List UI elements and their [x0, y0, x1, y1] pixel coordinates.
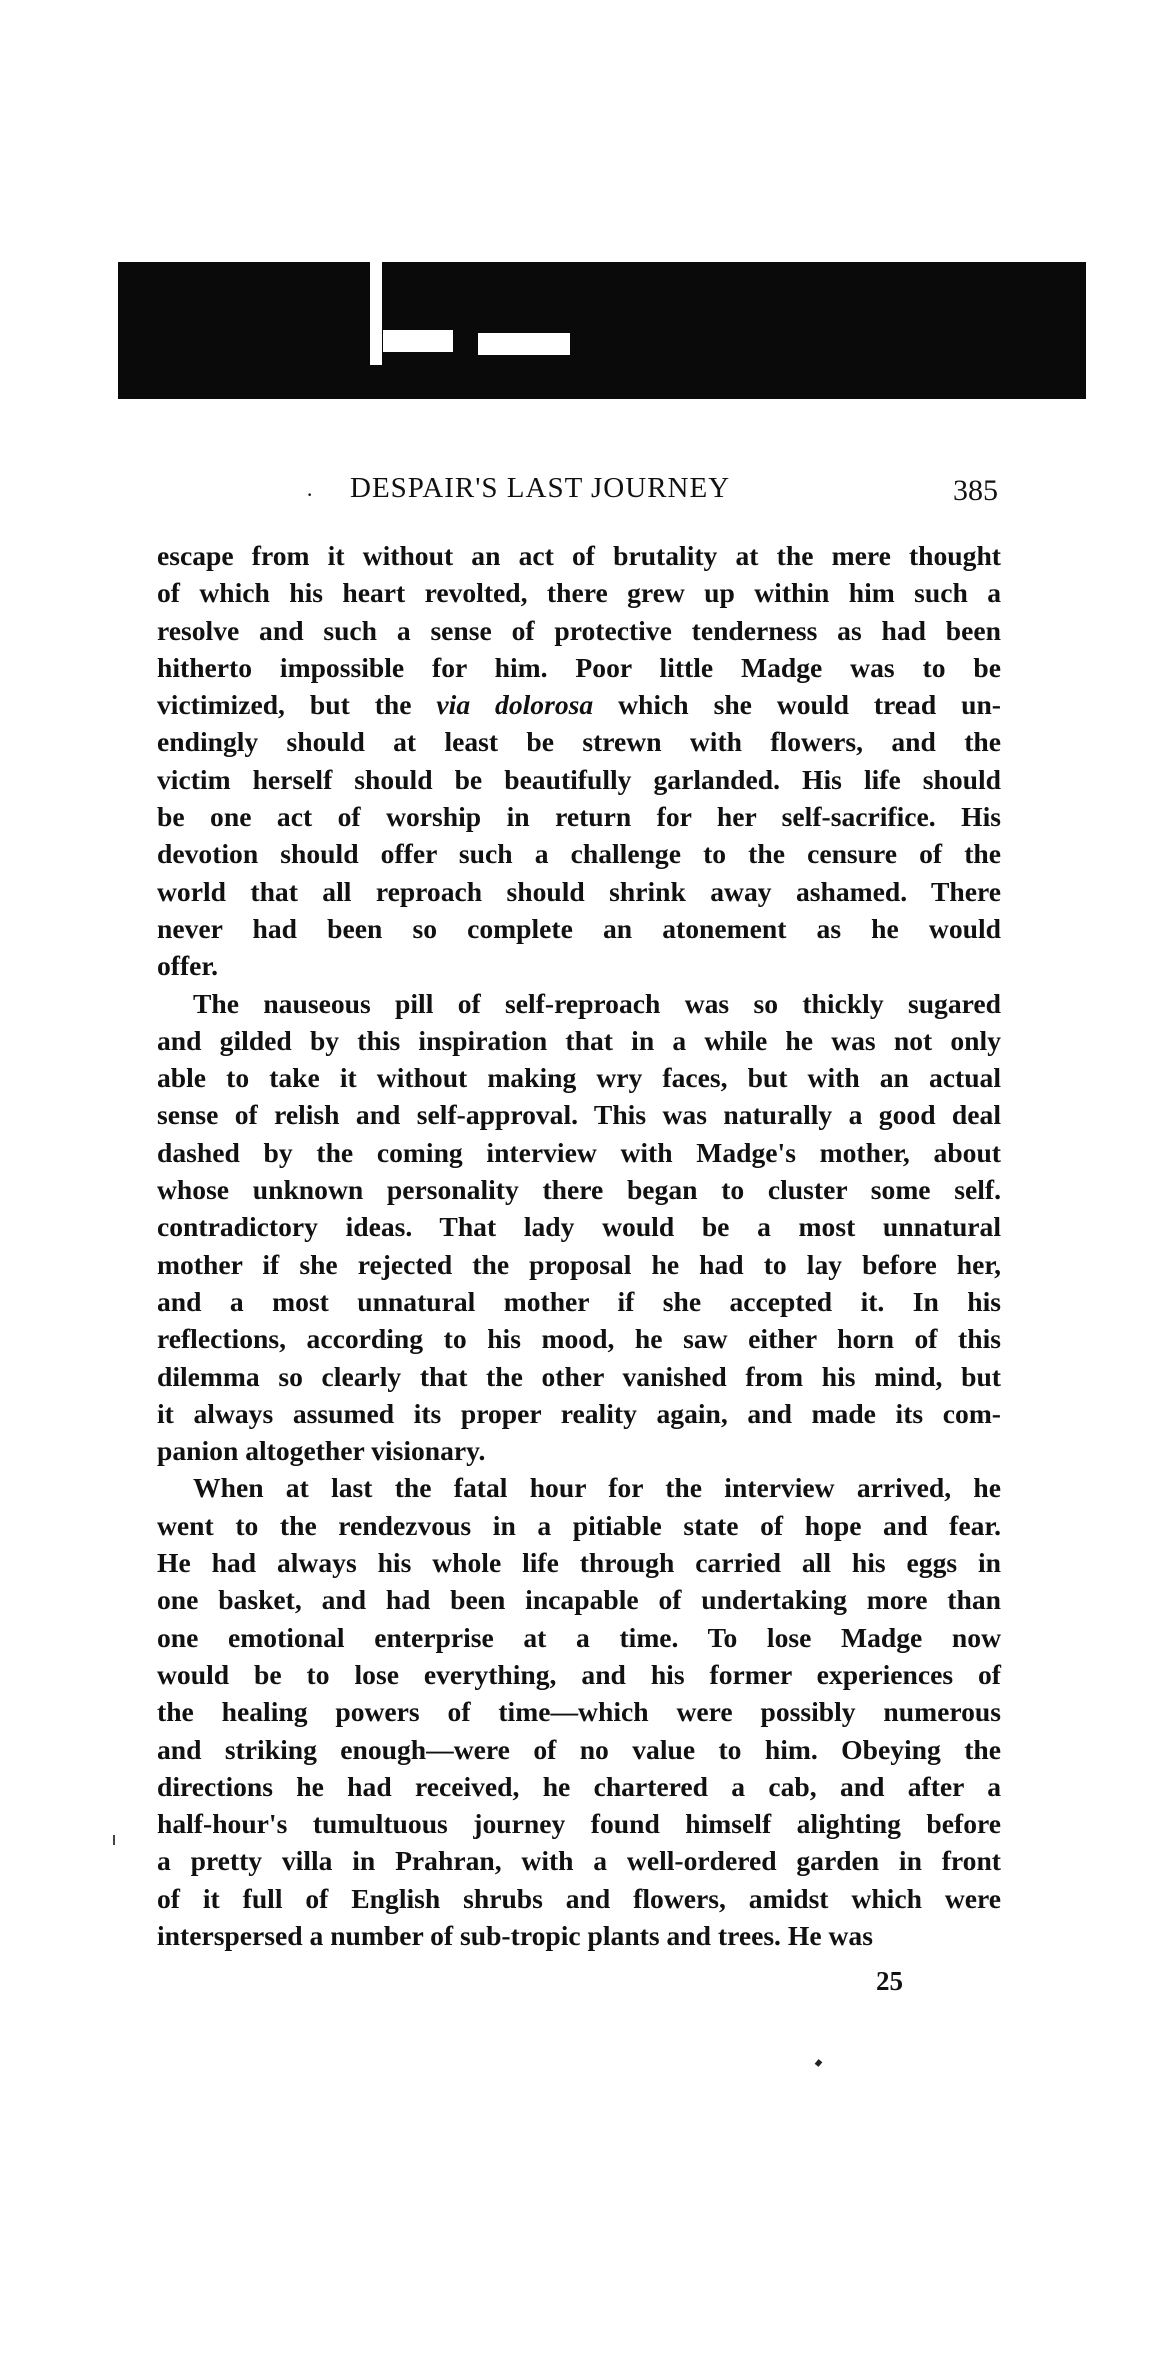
text-line: contradictory ideas. That lady would be a most unnatural	[157, 1211, 1001, 1243]
page-number: 385	[953, 474, 998, 507]
text-line: mother if she rejected the proposal he had to lay before her,	[157, 1248, 1001, 1280]
text-line: panion altogether visionary.	[157, 1435, 486, 1467]
text-line: would be to lose everything, and his former experiences of	[157, 1658, 1001, 1690]
italic-phrase: via dolorosa	[436, 689, 594, 721]
text-line: of which his heart revolted, there grew up within him such a	[157, 577, 1001, 609]
text-line: interspersed a number of sub-tropic plants and trees. He was	[157, 1919, 873, 1951]
text-line: hitherto impossible for him. Poor little Madge was to be	[157, 651, 1001, 683]
text-line: devotion should offer such a challenge to the censure of the	[157, 838, 1001, 870]
text-line: He had always his whole life through carried all his eggs in	[157, 1547, 1001, 1579]
text-line: and a most unnatural mother if she accepted it. In his	[157, 1285, 1001, 1317]
text-line: dilemma so clearly that the other vanished from his mind, but	[157, 1360, 1001, 1392]
text-line: never had been so complete an atonement as he would	[157, 912, 1001, 944]
text-line: resolve and such a sense of protective tenderness as had been	[157, 614, 1001, 646]
speck	[815, 2059, 823, 2067]
text-line: half-hour's tumultuous journey found himself alighting before	[157, 1808, 1001, 1840]
running-head	[0, 472, 1164, 512]
text-line: When at last the fatal hour for the interview arrived, he	[193, 1472, 1001, 1504]
text-line: it always assumed its proper reality again, and made its com-	[157, 1397, 1001, 1429]
margin-mark	[113, 1835, 115, 1845]
text-line: escape from it without an act of brutality at the mere thought	[157, 540, 1001, 571]
head-dot: ·	[306, 482, 314, 507]
text-line: be one act of worship in return for her self-sacrifice. His	[157, 801, 1001, 833]
body-text	[157, 537, 1001, 1954]
text-line: one basket, and had been incapable of undertaking more than	[157, 1584, 1001, 1616]
text-line: able to take it without making wry faces, but with an actual	[157, 1062, 1001, 1094]
signature-mark: 25	[876, 1966, 903, 1996]
text-line: a pretty villa in Prahran, with a well-ordered garden in front	[157, 1845, 1001, 1877]
text-line: world that all reproach should shrink away ashamed. There	[157, 875, 1001, 907]
text-line: offer.	[157, 950, 219, 982]
text-line: dashed by the coming interview with Madge's mother, about	[157, 1136, 1001, 1168]
text-line: the healing powers of time—which were possibly numerous	[157, 1696, 1001, 1728]
text-line: victimized, but the via dolorosa which she would tread un-	[157, 689, 1001, 721]
band-mark	[478, 333, 570, 355]
text-line: one emotional enterprise at a time. To lose Madge now	[157, 1621, 1001, 1653]
text-line: victim herself should be beautifully garlanded. His life should	[157, 763, 1001, 795]
text-line: reflections, according to his mood, he saw either horn of this	[157, 1323, 1001, 1355]
text-line: sense of relish and self-approval. This was naturally a good deal	[157, 1099, 1001, 1131]
redaction-band	[118, 262, 1086, 399]
band-mark	[383, 330, 453, 352]
text-line: went to the rendezvous in a pitiable state of hope and fear.	[157, 1509, 1001, 1541]
paragraph	[157, 1469, 1001, 1954]
text-line: and striking enough—were of no value to him. Obeying the	[157, 1733, 1001, 1765]
text-line: whose unknown personality there began to cluster some self.	[157, 1174, 1001, 1206]
text-line: and gilded by this inspiration that in a while he was not only	[157, 1024, 1001, 1056]
text-line: The nauseous pill of self-reproach was so thickly sugared	[193, 987, 1001, 1019]
text-line: endingly should at least be strewn with flowers, and the	[157, 726, 1001, 758]
band-notch	[370, 262, 382, 365]
text-line: of it full of English shrubs and flowers, amidst which were	[157, 1882, 1001, 1914]
text-line: directions he had received, he chartered a cab, and after a	[157, 1770, 1001, 1802]
chapter-title: DESPAIR'S LAST JOURNEY	[350, 472, 731, 504]
paragraph	[157, 537, 1001, 985]
paragraph	[157, 985, 1001, 1470]
